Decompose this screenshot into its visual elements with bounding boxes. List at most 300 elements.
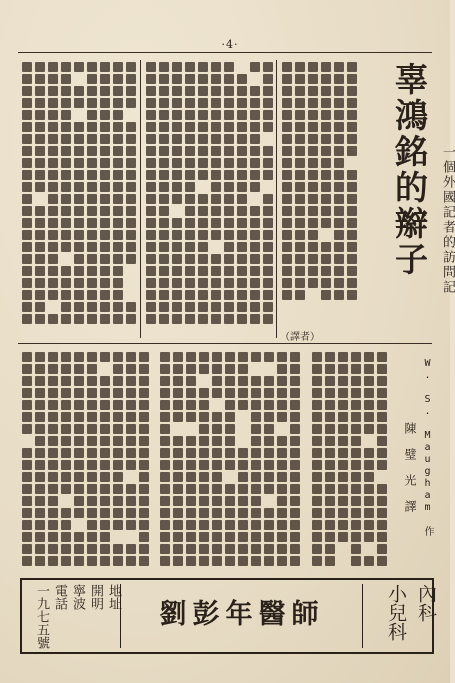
text-glyph bbox=[159, 110, 169, 120]
text-glyph bbox=[211, 146, 221, 156]
text-glyph bbox=[159, 266, 169, 276]
text-glyph bbox=[198, 122, 208, 132]
text-glyph bbox=[211, 74, 221, 84]
text-glyph bbox=[126, 62, 136, 72]
text-glyph bbox=[212, 388, 222, 398]
text-glyph bbox=[87, 98, 97, 108]
text-glyph bbox=[74, 230, 84, 240]
text-glyph bbox=[199, 508, 209, 518]
text-glyph bbox=[173, 388, 183, 398]
text-glyph bbox=[364, 496, 374, 506]
text-glyph bbox=[87, 134, 97, 144]
translator-credit: 陳 璧 光 譯 bbox=[403, 422, 417, 513]
text-glyph bbox=[186, 412, 196, 422]
text-glyph bbox=[312, 520, 322, 530]
text-glyph bbox=[61, 424, 71, 434]
text-glyph bbox=[186, 472, 196, 482]
text-glyph bbox=[126, 302, 136, 312]
article-body-lower-left bbox=[22, 352, 150, 566]
text-glyph bbox=[139, 436, 149, 446]
text-glyph bbox=[338, 460, 348, 470]
text-glyph bbox=[334, 62, 344, 72]
text-glyph bbox=[338, 544, 348, 554]
text-glyph bbox=[159, 182, 169, 192]
text-glyph bbox=[224, 122, 234, 132]
text-glyph bbox=[295, 278, 305, 288]
text-glyph bbox=[87, 62, 97, 72]
text-glyph bbox=[251, 400, 261, 410]
text-glyph bbox=[224, 98, 234, 108]
text-glyph bbox=[225, 448, 235, 458]
text-glyph bbox=[264, 424, 274, 434]
text-glyph bbox=[351, 460, 361, 470]
text-glyph bbox=[185, 158, 195, 168]
text-glyph bbox=[277, 520, 287, 530]
text-glyph bbox=[282, 206, 292, 216]
text-glyph bbox=[100, 266, 110, 276]
text-glyph bbox=[199, 352, 209, 362]
text-glyph bbox=[146, 194, 156, 204]
text-glyph bbox=[22, 146, 32, 156]
text-glyph bbox=[146, 266, 156, 276]
text-column bbox=[212, 352, 223, 566]
text-glyph bbox=[290, 448, 300, 458]
text-glyph bbox=[48, 146, 58, 156]
text-glyph bbox=[263, 290, 273, 300]
text-glyph bbox=[22, 556, 32, 566]
text-glyph bbox=[334, 134, 344, 144]
text-glyph bbox=[113, 98, 123, 108]
text-glyph bbox=[159, 230, 169, 240]
text-glyph bbox=[364, 448, 374, 458]
text-glyph bbox=[100, 302, 110, 312]
text-glyph bbox=[334, 194, 344, 204]
text-glyph bbox=[377, 508, 387, 518]
text-glyph bbox=[126, 194, 136, 204]
text-glyph bbox=[212, 460, 222, 470]
text-glyph bbox=[126, 364, 136, 374]
text-glyph bbox=[48, 134, 58, 144]
text-glyph bbox=[113, 352, 123, 362]
text-glyph bbox=[250, 266, 260, 276]
text-glyph bbox=[312, 376, 322, 386]
text-glyph bbox=[308, 194, 318, 204]
text-column bbox=[351, 352, 362, 566]
text-column bbox=[263, 62, 274, 324]
text-glyph bbox=[198, 230, 208, 240]
text-glyph bbox=[160, 472, 170, 482]
text-glyph bbox=[264, 472, 274, 482]
text-glyph bbox=[61, 134, 71, 144]
text-glyph bbox=[61, 302, 71, 312]
text-glyph bbox=[172, 242, 182, 252]
text-glyph bbox=[212, 508, 222, 518]
text-glyph bbox=[308, 254, 318, 264]
text-glyph bbox=[87, 388, 97, 398]
text-glyph bbox=[61, 436, 71, 446]
text-glyph bbox=[351, 484, 361, 494]
text-glyph bbox=[100, 122, 110, 132]
text-glyph bbox=[212, 376, 222, 386]
text-glyph bbox=[250, 110, 260, 120]
text-glyph bbox=[251, 412, 261, 422]
text-glyph bbox=[159, 302, 169, 312]
text-glyph bbox=[277, 412, 287, 422]
text-glyph bbox=[74, 376, 84, 386]
text-glyph bbox=[146, 290, 156, 300]
text-glyph bbox=[238, 364, 248, 374]
text-glyph bbox=[126, 122, 136, 132]
text-glyph bbox=[237, 302, 247, 312]
text-glyph bbox=[251, 556, 261, 566]
text-glyph bbox=[87, 508, 97, 518]
text-glyph bbox=[139, 556, 149, 566]
text-glyph bbox=[338, 376, 348, 386]
text-glyph bbox=[113, 460, 123, 470]
text-glyph bbox=[48, 74, 58, 84]
text-glyph bbox=[198, 158, 208, 168]
text-glyph bbox=[146, 86, 156, 96]
text-glyph bbox=[100, 556, 110, 566]
text-glyph bbox=[173, 496, 183, 506]
text-glyph bbox=[277, 532, 287, 542]
text-glyph bbox=[74, 556, 84, 566]
text-glyph bbox=[139, 520, 149, 530]
text-glyph bbox=[113, 122, 123, 132]
text-glyph bbox=[22, 290, 32, 300]
text-glyph bbox=[48, 496, 58, 506]
text-glyph bbox=[113, 242, 123, 252]
address-line: 開明 bbox=[88, 584, 103, 610]
text-glyph bbox=[321, 170, 331, 180]
text-column bbox=[87, 62, 98, 324]
text-glyph bbox=[185, 242, 195, 252]
text-column bbox=[264, 352, 275, 566]
text-glyph bbox=[61, 122, 71, 132]
text-glyph bbox=[35, 532, 45, 542]
text-glyph bbox=[35, 170, 45, 180]
text-glyph bbox=[172, 86, 182, 96]
text-glyph bbox=[351, 424, 361, 434]
text-glyph bbox=[74, 110, 84, 120]
text-glyph bbox=[347, 242, 357, 252]
text-glyph bbox=[250, 290, 260, 300]
text-glyph bbox=[22, 98, 32, 108]
text-glyph bbox=[126, 544, 136, 554]
text-glyph bbox=[160, 520, 170, 530]
text-glyph bbox=[312, 448, 322, 458]
text-glyph bbox=[308, 122, 318, 132]
text-glyph bbox=[237, 86, 247, 96]
text-glyph bbox=[290, 484, 300, 494]
text-glyph bbox=[347, 110, 357, 120]
text-glyph bbox=[139, 448, 149, 458]
text-glyph bbox=[251, 472, 261, 482]
text-glyph bbox=[312, 424, 322, 434]
text-glyph bbox=[74, 134, 84, 144]
text-glyph bbox=[199, 412, 209, 422]
text-glyph bbox=[100, 400, 110, 410]
text-glyph bbox=[321, 110, 331, 120]
text-column bbox=[126, 62, 137, 324]
text-glyph bbox=[334, 74, 344, 84]
text-glyph bbox=[87, 218, 97, 228]
text-glyph bbox=[87, 278, 97, 288]
text-glyph bbox=[146, 134, 156, 144]
text-glyph bbox=[251, 520, 261, 530]
text-glyph bbox=[160, 424, 170, 434]
text-glyph bbox=[225, 364, 235, 374]
text-glyph bbox=[282, 146, 292, 156]
text-glyph bbox=[113, 364, 123, 374]
text-glyph bbox=[22, 62, 32, 72]
text-glyph bbox=[334, 218, 344, 228]
text-glyph bbox=[224, 254, 234, 264]
text-glyph bbox=[212, 424, 222, 434]
text-glyph bbox=[126, 86, 136, 96]
text-glyph bbox=[113, 218, 123, 228]
text-glyph bbox=[212, 532, 222, 542]
text-glyph bbox=[113, 484, 123, 494]
text-glyph bbox=[224, 158, 234, 168]
text-glyph bbox=[113, 376, 123, 386]
text-glyph bbox=[295, 254, 305, 264]
text-glyph bbox=[22, 520, 32, 530]
text-glyph bbox=[160, 460, 170, 470]
text-glyph bbox=[113, 266, 123, 276]
text-glyph bbox=[22, 170, 32, 180]
text-glyph bbox=[290, 556, 300, 566]
text-glyph bbox=[22, 218, 32, 228]
text-glyph bbox=[126, 182, 136, 192]
text-glyph bbox=[250, 134, 260, 144]
text-glyph bbox=[22, 182, 32, 192]
text-glyph bbox=[211, 86, 221, 96]
text-glyph bbox=[325, 352, 335, 362]
text-glyph bbox=[347, 98, 357, 108]
text-glyph bbox=[160, 436, 170, 446]
column-divider bbox=[140, 60, 141, 338]
text-glyph bbox=[74, 122, 84, 132]
text-glyph bbox=[48, 218, 58, 228]
text-glyph bbox=[250, 122, 260, 132]
text-column bbox=[159, 62, 170, 324]
text-column bbox=[74, 352, 85, 566]
text-glyph bbox=[238, 412, 248, 422]
text-glyph bbox=[347, 290, 357, 300]
text-glyph bbox=[126, 314, 136, 324]
text-glyph bbox=[225, 544, 235, 554]
article-title: 辜鴻銘的辮子 bbox=[390, 62, 429, 278]
clinic-name: 劉彭年醫師 bbox=[159, 599, 325, 630]
text-glyph bbox=[48, 110, 58, 120]
text-glyph bbox=[74, 364, 84, 374]
text-glyph bbox=[61, 448, 71, 458]
text-glyph bbox=[87, 376, 97, 386]
text-glyph bbox=[347, 194, 357, 204]
text-glyph bbox=[48, 460, 58, 470]
text-glyph bbox=[237, 194, 247, 204]
text-glyph bbox=[211, 182, 221, 192]
text-glyph bbox=[351, 520, 361, 530]
text-glyph bbox=[338, 472, 348, 482]
text-glyph bbox=[100, 158, 110, 168]
text-glyph bbox=[334, 146, 344, 156]
text-glyph bbox=[264, 376, 274, 386]
text-glyph bbox=[251, 436, 261, 446]
text-glyph bbox=[238, 496, 248, 506]
text-glyph bbox=[334, 158, 344, 168]
text-column bbox=[237, 62, 248, 324]
text-glyph bbox=[173, 472, 183, 482]
text-glyph bbox=[238, 448, 248, 458]
text-glyph bbox=[347, 122, 357, 132]
text-glyph bbox=[351, 388, 361, 398]
text-glyph bbox=[160, 544, 170, 554]
text-glyph bbox=[126, 278, 136, 288]
text-glyph bbox=[347, 146, 357, 156]
text-glyph bbox=[172, 182, 182, 192]
text-glyph bbox=[22, 206, 32, 216]
text-glyph bbox=[224, 146, 234, 156]
text-column bbox=[312, 352, 323, 566]
text-glyph bbox=[100, 98, 110, 108]
text-glyph bbox=[139, 496, 149, 506]
text-glyph bbox=[238, 424, 248, 434]
text-glyph bbox=[35, 472, 45, 482]
text-glyph bbox=[377, 496, 387, 506]
text-glyph bbox=[312, 460, 322, 470]
text-glyph bbox=[277, 376, 287, 386]
text-glyph bbox=[48, 242, 58, 252]
text-glyph bbox=[159, 134, 169, 144]
text-glyph bbox=[211, 158, 221, 168]
text-column bbox=[321, 62, 332, 300]
text-glyph bbox=[48, 388, 58, 398]
text-column bbox=[185, 62, 196, 324]
text-glyph bbox=[224, 278, 234, 288]
text-glyph bbox=[351, 364, 361, 374]
text-glyph bbox=[126, 158, 136, 168]
text-glyph bbox=[251, 388, 261, 398]
text-glyph bbox=[347, 86, 357, 96]
text-glyph bbox=[48, 158, 58, 168]
text-glyph bbox=[160, 448, 170, 458]
text-glyph bbox=[237, 122, 247, 132]
text-glyph bbox=[321, 146, 331, 156]
text-glyph bbox=[212, 496, 222, 506]
text-glyph bbox=[22, 424, 32, 434]
text-glyph bbox=[295, 74, 305, 84]
text-glyph bbox=[264, 484, 274, 494]
text-glyph bbox=[74, 278, 84, 288]
text-glyph bbox=[263, 302, 273, 312]
text-glyph bbox=[87, 182, 97, 192]
text-glyph bbox=[100, 532, 110, 542]
text-glyph bbox=[159, 314, 169, 324]
text-glyph bbox=[173, 484, 183, 494]
text-glyph bbox=[211, 170, 221, 180]
text-glyph bbox=[282, 170, 292, 180]
text-glyph bbox=[185, 86, 195, 96]
text-glyph bbox=[347, 62, 357, 72]
text-glyph bbox=[126, 520, 136, 530]
text-glyph bbox=[282, 74, 292, 84]
text-glyph bbox=[74, 242, 84, 252]
text-glyph bbox=[251, 496, 261, 506]
text-glyph bbox=[172, 206, 182, 216]
text-glyph bbox=[35, 134, 45, 144]
text-glyph bbox=[224, 230, 234, 240]
text-glyph bbox=[224, 314, 234, 324]
text-glyph bbox=[308, 230, 318, 240]
text-glyph bbox=[312, 508, 322, 518]
text-glyph bbox=[186, 388, 196, 398]
text-glyph bbox=[250, 302, 260, 312]
text-glyph bbox=[321, 62, 331, 72]
text-glyph bbox=[113, 62, 123, 72]
text-glyph bbox=[199, 472, 209, 482]
text-glyph bbox=[139, 364, 149, 374]
text-glyph bbox=[22, 314, 32, 324]
text-glyph bbox=[35, 206, 45, 216]
text-glyph bbox=[351, 436, 361, 446]
text-glyph bbox=[126, 242, 136, 252]
text-glyph bbox=[198, 134, 208, 144]
text-glyph bbox=[312, 556, 322, 566]
text-glyph bbox=[100, 194, 110, 204]
text-glyph bbox=[251, 376, 261, 386]
text-glyph bbox=[251, 424, 261, 434]
text-glyph bbox=[186, 376, 196, 386]
text-glyph bbox=[377, 364, 387, 374]
text-glyph bbox=[61, 266, 71, 276]
text-glyph bbox=[199, 460, 209, 470]
text-glyph bbox=[290, 508, 300, 518]
text-glyph bbox=[100, 206, 110, 216]
text-glyph bbox=[185, 74, 195, 84]
text-glyph bbox=[377, 352, 387, 362]
text-glyph bbox=[224, 134, 234, 144]
text-column bbox=[35, 62, 46, 324]
text-glyph bbox=[238, 352, 248, 362]
text-glyph bbox=[250, 314, 260, 324]
text-glyph bbox=[146, 254, 156, 264]
text-glyph bbox=[160, 352, 170, 362]
text-glyph bbox=[126, 460, 136, 470]
text-glyph bbox=[87, 290, 97, 300]
text-glyph bbox=[250, 146, 260, 156]
text-glyph bbox=[100, 218, 110, 228]
text-glyph bbox=[48, 98, 58, 108]
text-glyph bbox=[364, 436, 374, 446]
text-glyph bbox=[159, 146, 169, 156]
text-glyph bbox=[211, 206, 221, 216]
text-glyph bbox=[139, 352, 149, 362]
text-column bbox=[87, 352, 98, 566]
text-glyph bbox=[263, 194, 273, 204]
text-glyph bbox=[48, 448, 58, 458]
text-glyph bbox=[312, 400, 322, 410]
text-glyph bbox=[295, 170, 305, 180]
text-column bbox=[224, 62, 235, 324]
text-column bbox=[250, 62, 261, 324]
text-glyph bbox=[321, 242, 331, 252]
text-glyph bbox=[22, 122, 32, 132]
text-glyph bbox=[22, 376, 32, 386]
text-glyph bbox=[290, 424, 300, 434]
text-glyph bbox=[61, 532, 71, 542]
